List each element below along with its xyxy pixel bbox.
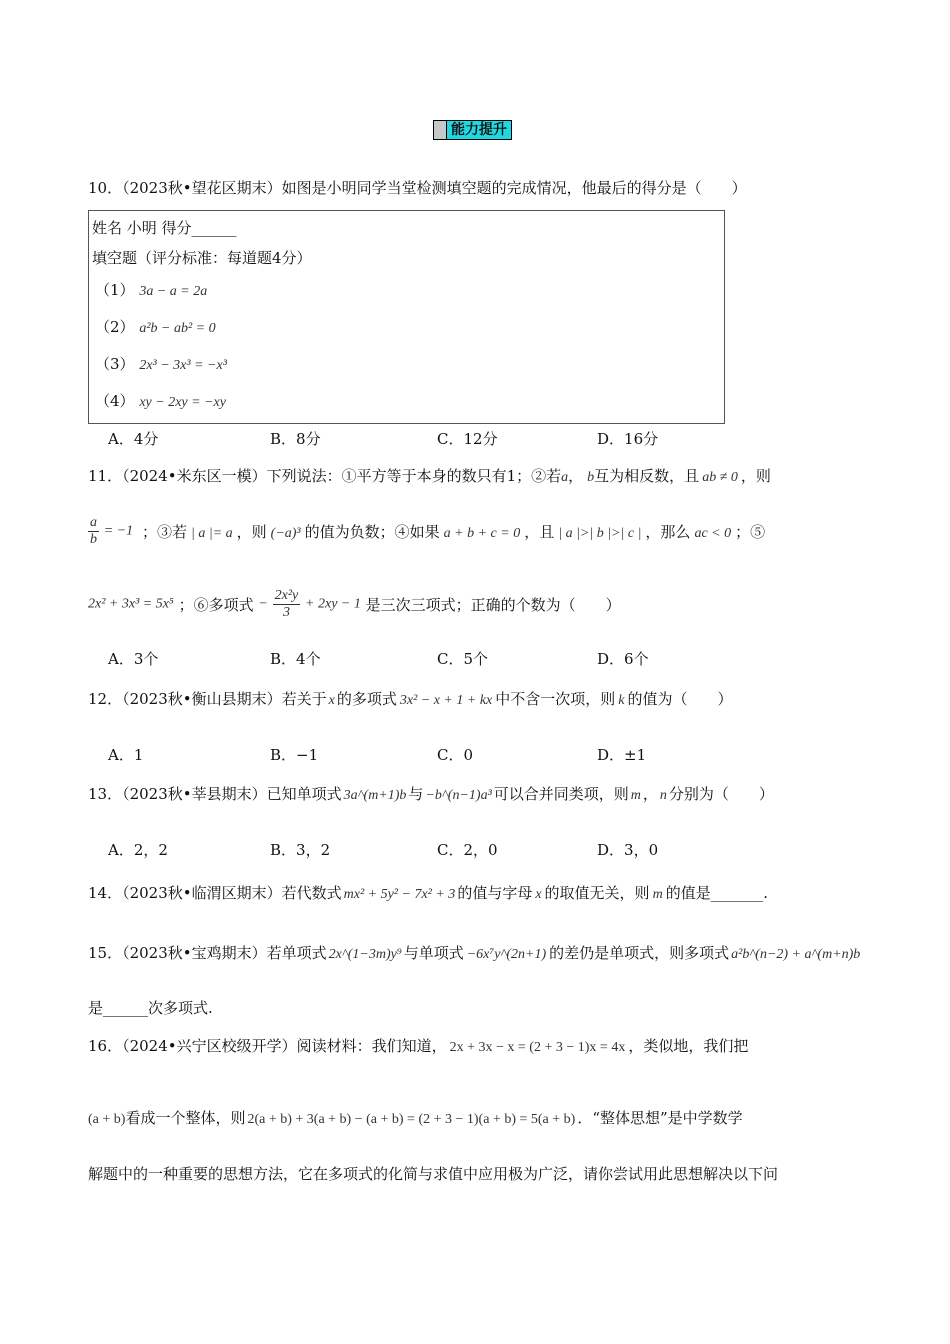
box-item-2: （2） a²b − ab² = 0 — [95, 318, 216, 336]
q16-line1: 16．（2024•兴宁区校级开学）阅读材料：我们知道， 2x + 3x − x = (2 + 3 − 1)x = 4x ，类似地，我们把 — [88, 1037, 749, 1055]
q11-line2: $\frac{a}{b}$ = −1 ；③若 | a |= a ，则 (−a)³ 的值为负数；④如果 a + b + c = 0 ，且 | a |>| b |>| c | ，那么 ac < 0 ；⑤ — [90, 515, 766, 547]
q11-line1: 11．（2024•米东区一模）下列说法：①平方等于本身的数只有1；②若a， b互为相反数，且 ab ≠ 0 ，则 — [88, 467, 771, 485]
q12-option-b: B．−1 — [270, 746, 319, 764]
box-item-1: （1） 3a − a = 2a — [95, 281, 208, 299]
q11-fraction: $\frac{a}{b}$ — [90, 515, 97, 547]
q13-option-a: A．2，2 — [108, 841, 168, 859]
q15-line2: 是______次多项式. — [88, 999, 213, 1017]
q16-line2: (a + b)看成一个整体，则 2(a + b) + 3(a + b) − (a + b) = (2 + 3 − 1)(a + b) = 5(a + b) ．“整体思想”是中学数学 — [88, 1109, 743, 1127]
box-item-4: （4） xy − 2xy = −xy — [95, 392, 226, 410]
q13-option-c: C．2，0 — [437, 841, 498, 859]
q10-option-a: A．4分 — [108, 430, 159, 448]
q12-option-c: C．0 — [437, 746, 474, 764]
q10-option-c: C．12分 — [437, 430, 498, 448]
q16-line3: 解题中的一种重要的思想方法，它在多项式的化简与求值中应用极为广泛，请你尝试用此思想解决以下问 — [88, 1165, 779, 1183]
box-name-line: 姓名 小明 得分______ — [92, 219, 237, 237]
q11-line3: 2x² + 3x³ = 5x⁵ ；⑥多项式 − $\frac{\text{2x²y}}{3}$ + 2xy − 1 是三次三项式；正确的个数为（ ） — [88, 588, 621, 620]
q11-poly-fraction: $\frac{\text{2x²y}}{3}$ — [274, 588, 299, 620]
q14-stem: 14．（2023秋•临渭区期末）若代数式 mx² + 5y² − 7x² + 3 的值与字母 x 的取值无关，则 m 的值是_______. — [88, 884, 768, 902]
q10-option-b: B．8分 — [270, 430, 321, 448]
q13-stem: 13．（2023秋•莘县期末）已知单项式 3a^(m+1)b 与 −b^(n−1)a³ 可以合并同类项，则 m ， n 分别为（ ） — [88, 785, 774, 803]
q10-stem: 10．（2023秋•望花区期末）如图是小明同学当堂检测填空题的完成情况，他最后的得分是（ ） — [88, 179, 747, 197]
q12-option-d: D．±1 — [597, 746, 647, 764]
section-heading-text: 能力提升 — [447, 121, 511, 139]
q11-option-c: C．5个 — [437, 650, 489, 668]
q11-option-d: D．6个 — [597, 650, 649, 668]
q11-option-b: B．4个 — [270, 650, 321, 668]
q13-option-b: B．3，2 — [270, 841, 331, 859]
q12-option-a: A．1 — [108, 746, 144, 764]
q15-stem: 15．（2023秋•宝鸡期末）若单项式 2x^(1−3m)y⁹ 与单项式 −6x⁷y^(2n+1) 的差仍是单项式，则多项式 a²b^(n−2) + a^(m+n)b — [88, 944, 861, 962]
q13-option-d: D．3，0 — [597, 841, 659, 859]
section-heading — [433, 120, 512, 140]
q11-option-a: A．3个 — [108, 650, 159, 668]
box-title: 填空题（评分标准：每道题4分） — [92, 249, 312, 267]
box-item-3: （3） 2x³ − 3x³ = −x³ — [95, 355, 227, 373]
heading-marker — [434, 121, 447, 139]
q10-answer-box — [88, 210, 725, 424]
q12-stem: 12．（2023秋•衡山县期末）若关于 x 的多项式 3x² − x + 1 + kx 中不含一次项，则 k 的值为（ ） — [88, 690, 733, 708]
q10-option-d: D．16分 — [597, 430, 659, 448]
